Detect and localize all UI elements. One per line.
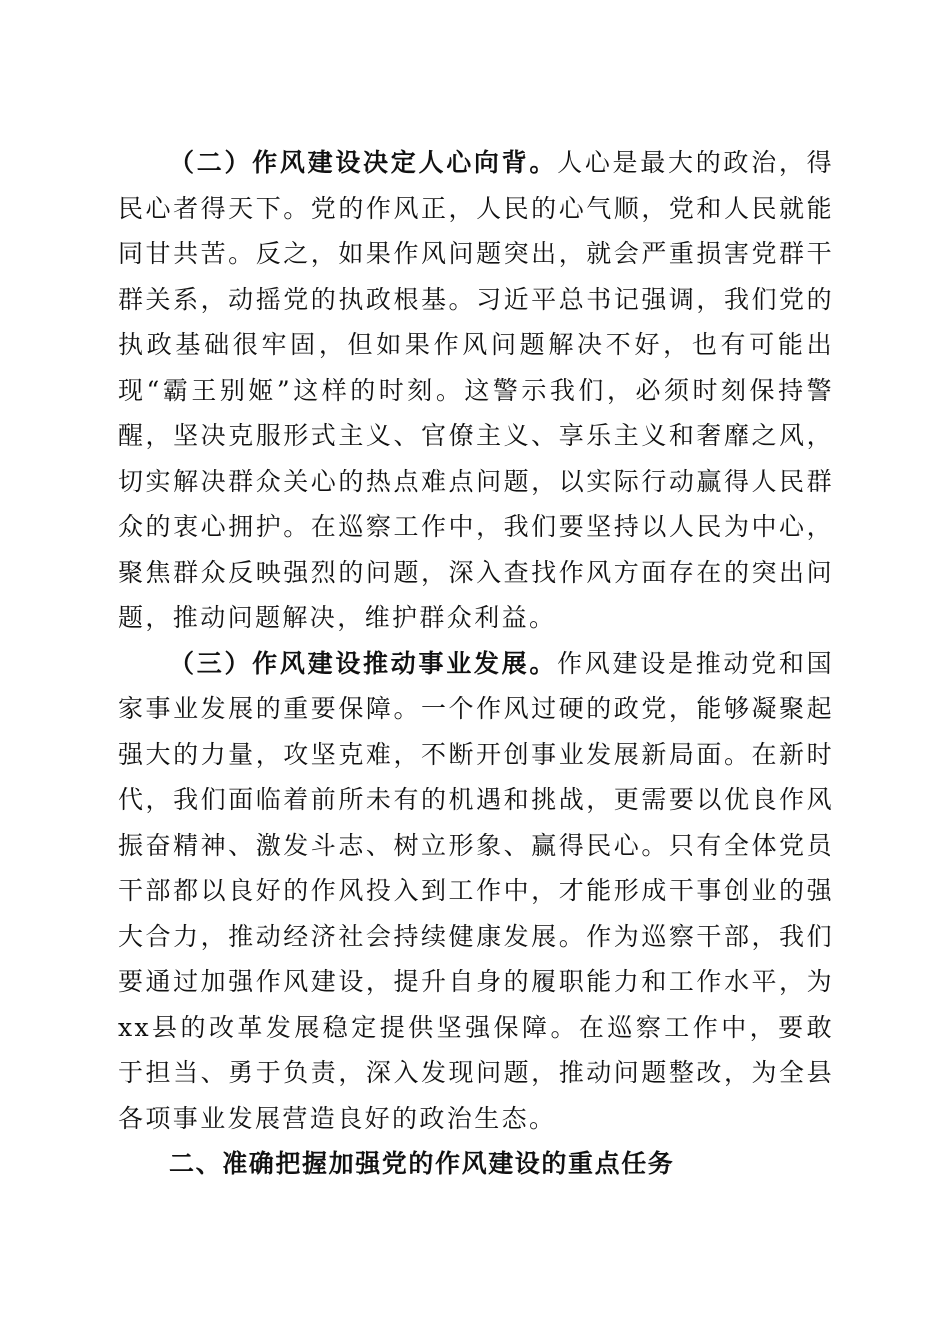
paragraph-lead: （二）作风建设决定人心向背。 bbox=[169, 148, 558, 177]
document-page bbox=[118, 140, 834, 1187]
paragraph-3 bbox=[118, 641, 834, 1142]
paragraph-lead: （三）作风建设推动事业发展。 bbox=[169, 648, 558, 678]
paragraph-body: 人心是最大的政治，得民心者得天下。党的作风正，人民的心气顺，党和人民就能同甘共苦。反之，如果作风问题突出，就会严重损害党群干群关系，动摇党的执政根基。习近平总书记强调，我们党的执政基础很牢固，但如果作风问题解决不好，也有可能出现“霸王别姬”这样的时刻。这警示我们，必须时刻保持警醒，坚决克服形式主义、官僚主义、享乐主义和奢靡之风，切实解决群众关心的热点难点问题，以实际行动赢得人民群众的衷心拥护。在巡察工作中，我们要坚持以人民为中心，聚焦群众反映强烈的问题，深入查找作风方面存在的突出问题，推动问题解决，维护群众利益。 bbox=[118, 148, 834, 632]
paragraph-2 bbox=[118, 140, 834, 641]
paragraph-body: 作风建设是推动党和国家事业发展的重要保障。一个作风过硬的政党，能够凝聚起强大的力量，攻坚克难，不断开创事业发展新局面。在新时代，我们面临着前所未有的机遇和挑战，更需要以优良作风振奋精神、激发斗志、树立形象、赢得民心。只有全体党员干部都以良好的作风投入到工作中，才能形成干事创业的强大合力，推动经济社会持续健康发展。作为巡察干部，我们要通过加强作风建设，提升自身的履职能力和工作水平，为xx县的改革发展稳定提供坚强保障。在巡察工作中，要敢于担当、勇于负责，深入发现问题，推动问题整改，为全县各项事业发展营造良好的政治生态。 bbox=[118, 648, 834, 1133]
section-heading: 二、准确把握加强党的作风建设的重点任务 bbox=[169, 1149, 675, 1178]
